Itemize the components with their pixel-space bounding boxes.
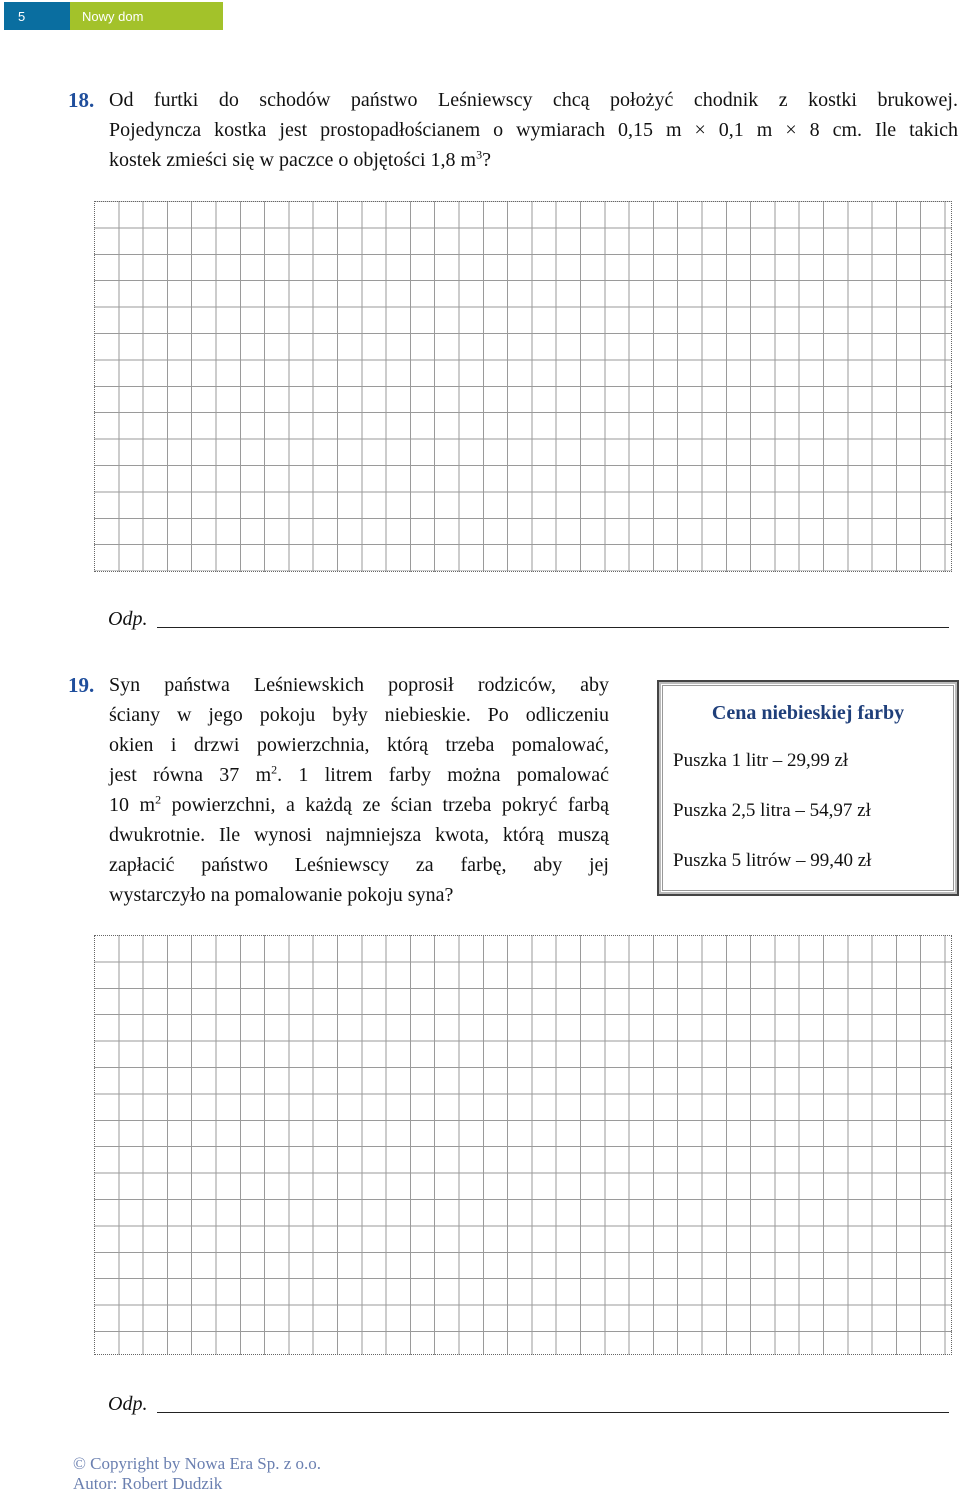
text-line: Syn państwa Leśniewskich poprosił rodziców, aby <box>109 674 609 696</box>
text-fragment: . 1 litrem farby można pomalować <box>277 764 610 786</box>
answer-grid-18[interactable] <box>94 201 952 572</box>
text-line <box>109 760 609 790</box>
superscript: 3 <box>476 147 483 162</box>
page-header <box>4 2 223 30</box>
answer-label: Odp. <box>108 1393 148 1415</box>
copyright-text: © Copyright by Nowa Era Sp. z o.o. <box>73 1454 322 1473</box>
footer <box>73 1454 321 1494</box>
section-title: Nowy dom <box>70 2 223 30</box>
task-text <box>109 670 609 910</box>
answer-label: Odp. <box>108 608 148 630</box>
page-number: 5 <box>4 2 70 30</box>
text-fragment: 10 m <box>109 794 156 816</box>
price-box-title: Cena niebieskiej farby <box>711 702 905 724</box>
task-text <box>109 85 958 175</box>
price-item: Puszka 5 litrów – 99,40 zł <box>673 850 872 871</box>
text-fragment: ? <box>482 149 491 171</box>
text-line: Od furtki do schodów państwo Leśniewscy chcą położyć chodnik z kostki brukowej. <box>109 89 958 111</box>
text-line: Pojedyncza kostka jest prostopadłościanem o wymiarach 0,15 m × 0,1 m × 8 cm. Ile takich <box>109 119 958 141</box>
price-box <box>657 680 959 896</box>
text-line: wystarczyło na pomalowanie pokoju syna? <box>109 884 454 906</box>
text-line: zapłacić państwo Leśniewscy za farbę, aby jej <box>109 854 609 876</box>
price-item: Puszka 2,5 litra – 54,97 zł <box>673 800 871 821</box>
text-fragment: jest równa 37 m <box>109 764 272 786</box>
text-fragment: powierzchni, a każdą ze ścian trzeba pokryć farbą <box>161 794 609 816</box>
answer-line[interactable] <box>157 1388 949 1413</box>
text-line: ściany w jego pokoju były niebieskie. Po odliczeniu <box>109 704 609 726</box>
text-line: okien i drzwi powierzchnia, którą trzeba pomalować, <box>109 734 609 756</box>
text-line: dwukrotnie. Ile wynosi najmniejsza kwota, którą muszą <box>109 824 609 846</box>
answer-grid-19[interactable] <box>94 935 952 1355</box>
text-line <box>109 790 609 820</box>
text-fragment: kostek zmieści się w paczce o objętości 1,8 m <box>109 149 477 171</box>
price-item: Puszka 1 litr – 29,99 zł <box>673 750 849 771</box>
answer-line[interactable] <box>157 603 949 628</box>
text-line <box>109 145 958 175</box>
superscript: 2 <box>271 762 278 777</box>
author-text: Autor: Robert Dudzik <box>73 1474 223 1493</box>
task-number: 18. <box>68 88 95 112</box>
task-number: 19. <box>68 673 95 697</box>
superscript: 2 <box>155 792 162 807</box>
